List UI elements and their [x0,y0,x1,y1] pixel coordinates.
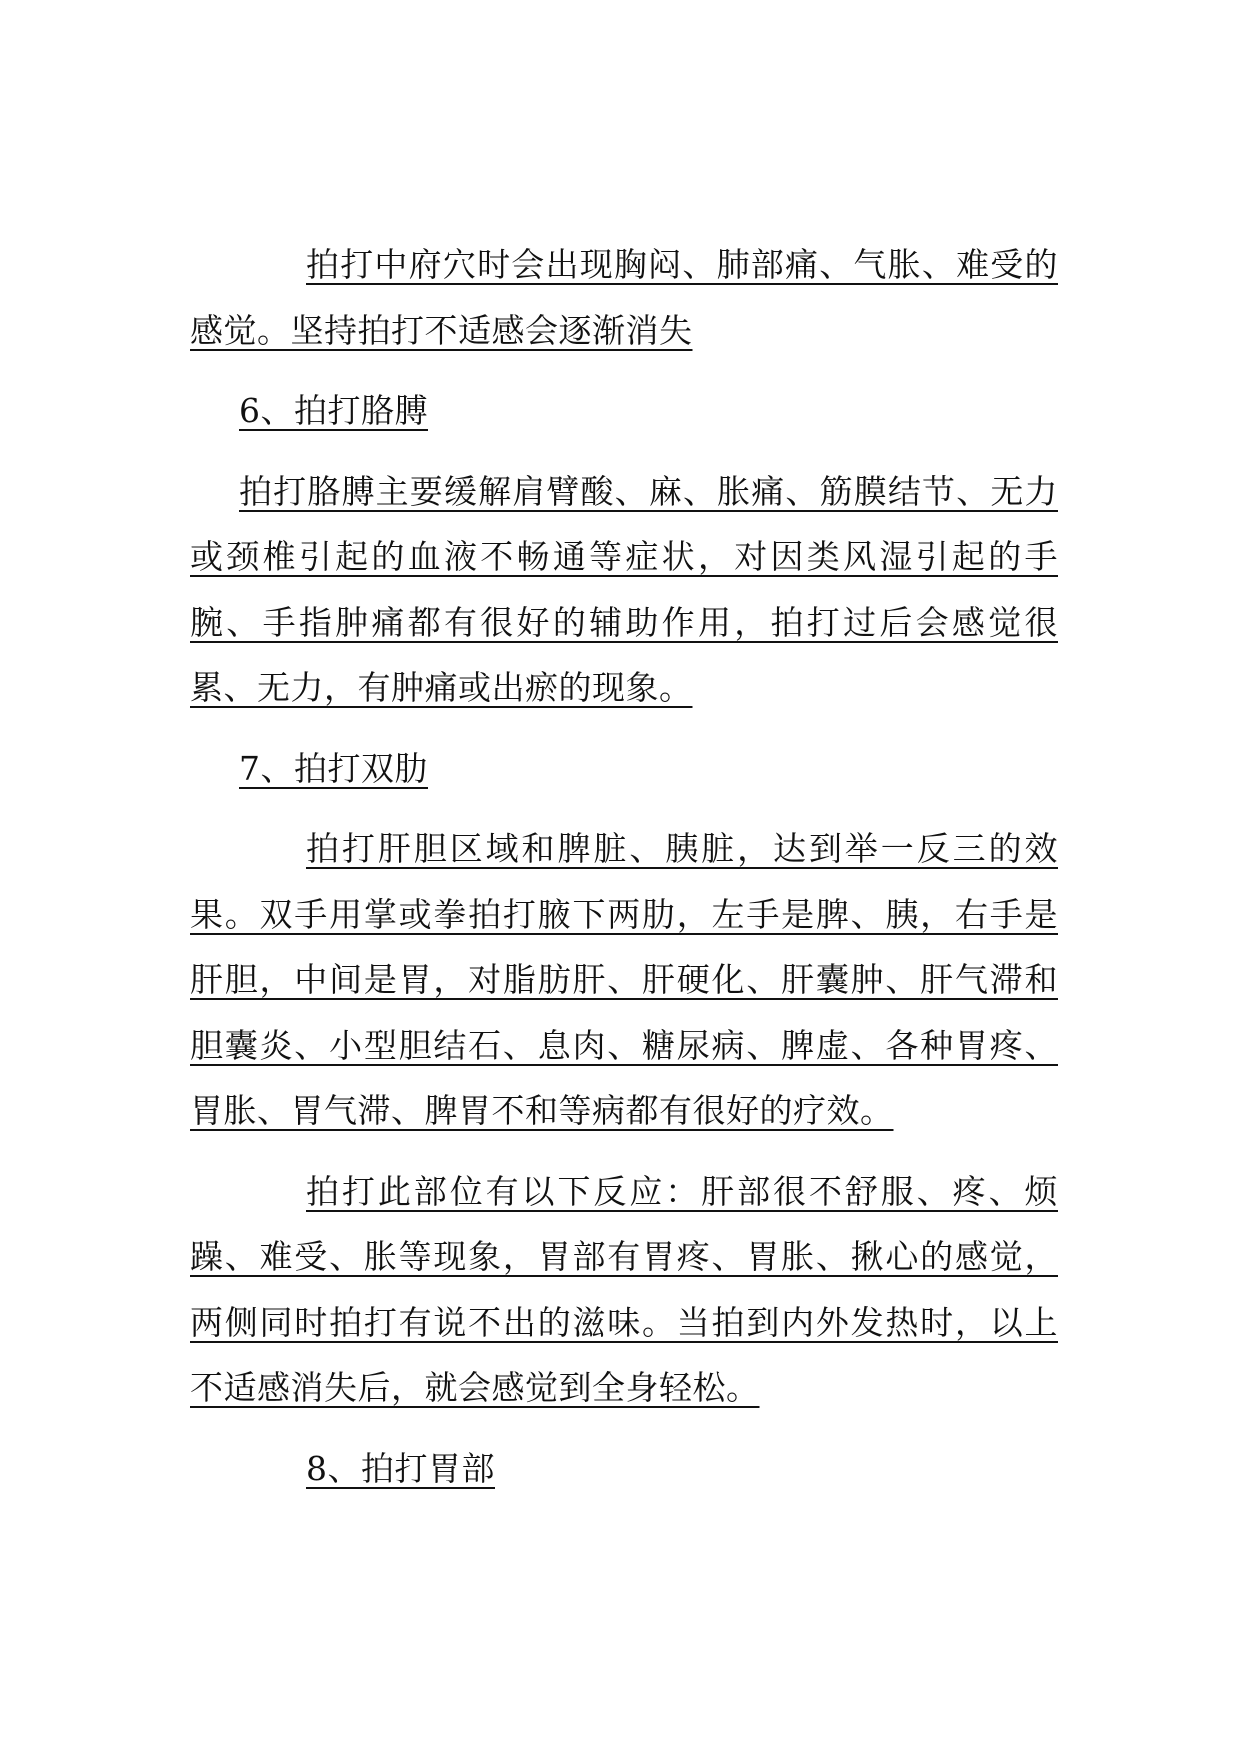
section-heading-stomach [190,1436,1058,1502]
heading-text: 6、拍打胳膊 [239,391,428,430]
heading-text: 8、拍打胃部 [306,1448,495,1488]
heading-text: 7、拍打双肋 [239,748,428,788]
paragraph-text: 拍打此部位有以下反应：肝部很不舒服、疼、烦躁、难受、胀等现象，胃部有胃疼、胃胀、揪心的感觉，两侧同时拍打有说不出的滋味。当拍到内外发热时，以上不适感消失后，就会感觉到全身轻松。 [190,1171,1058,1407]
paragraph-text: 拍打肝胆区域和脾脏、胰脏，达到举一反三的效果。双手用掌或拳拍打腋下两肋，左手是脾、胰，右手是肝胆，中间是胃，对脂肪肝、肝硬化、肝囊肿、肝气滞和胆囊炎、小型胆结石、息肉、糖尿病、脾虚、各种胃疼、胃胀、胃气滞、脾胃不和等病都有很好的疗效。 [190,829,1058,1130]
document-body [190,232,1058,1516]
paragraph-arms [190,459,1058,721]
paragraph-text: 拍打胳膊主要缓解肩臂酸、麻、胀痛、筋膜结节、无力或颈椎引起的血液不畅通等症状，对因类风湿引起的手腕、手指肿痛都有很好的辅助作用，拍打过后会感觉很累、无力，有肿痛或出瘀的现象。 [190,471,1058,707]
paragraph-zhongfu-reaction [190,232,1058,363]
section-heading-arms [190,378,1058,444]
section-heading-ribs [190,736,1058,802]
paragraph-ribs [190,816,1058,1144]
paragraph-text: 拍打中府穴时会出现胸闷、肺部痛、气胀、难受的感觉。坚持拍打不适感会逐渐消失 [190,245,1058,350]
paragraph-ribs-reaction [190,1159,1058,1421]
